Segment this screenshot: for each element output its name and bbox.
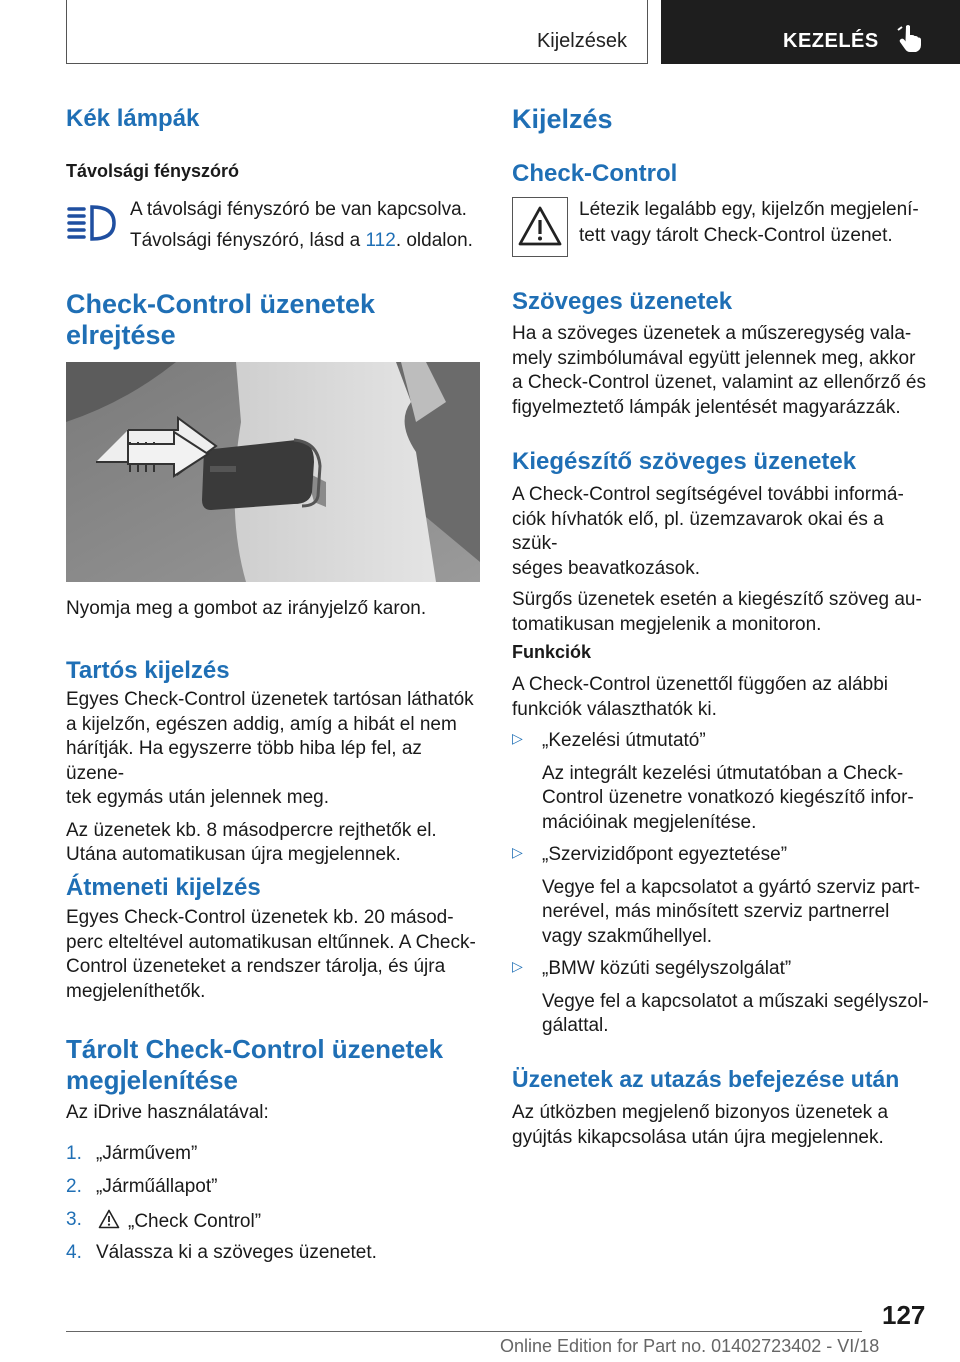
header-chapter-label: KEZELÉS — [783, 30, 879, 52]
temporary-display-heading: Átmeneti kijelzés — [66, 874, 261, 901]
footer-divider — [66, 1331, 862, 1332]
header-section-title: Kijelzések — [536, 30, 627, 52]
function-desc-line: Vegye fel a kapcsolatot a gyártó szerviz part‐ — [542, 876, 921, 898]
after-trip-heading: Üzenetek az utazás befejezése után — [512, 1066, 900, 1092]
bullet-triangle-icon: ▷ — [512, 958, 523, 974]
step-text: „Check Control” — [128, 1211, 262, 1232]
list-item — [66, 1176, 480, 1209]
text-line: tek egymás után jelennek meg. — [66, 787, 329, 808]
text-line: Sürgős üzenetek esetén a kiegészítő szöveg au‐ — [512, 589, 922, 610]
step-text: Válassza ki a szöveges üzenetet. — [96, 1242, 377, 1263]
list-item — [512, 957, 932, 1047]
heading-line: megjelenítése — [66, 1065, 238, 1095]
step-number: 3. — [66, 1209, 82, 1230]
page-link[interactable]: 112 — [365, 230, 396, 251]
function-title: „Szervizidőpont egyeztetése” — [542, 844, 788, 865]
footer-edition: Online Edition for Part no. 01402723402 - VI/18 — [500, 1336, 880, 1356]
function-desc-line: Control üzenetre vonatkozó kiegészítő infor‐ — [542, 787, 914, 808]
text-messages-paragraph — [512, 322, 932, 420]
text-line: Az útközben megjelenő bizonyos üzenetek a — [512, 1102, 889, 1123]
list-item — [512, 729, 932, 843]
text-line: funkciók választhatók ki. — [512, 698, 717, 720]
text-line: séges beavatkozások. — [512, 557, 701, 579]
blue-lamps-heading: Kék lámpák — [66, 105, 200, 132]
high-beam-subheading: Távolsági fényszóró — [66, 161, 240, 181]
function-desc-line: vagy szakműhellyel. — [542, 925, 713, 947]
function-title: „BMW közúti segélyszolgálat” — [542, 958, 792, 979]
warning-triangle-icon — [513, 198, 567, 256]
reference-suffix: . oldalon. — [395, 230, 473, 251]
bullet-triangle-icon: ▷ — [512, 844, 523, 860]
list-item — [66, 1143, 480, 1176]
function-title: „Kezelési útmutató” — [542, 730, 706, 751]
stored-messages-heading — [66, 1034, 443, 1096]
text-line: Az üzenetek kb. 8 másodpercre rejthetők el. — [66, 819, 437, 841]
text-line: megjeleníthetők. — [66, 980, 206, 1002]
text-line: gyújtás kikapcsolása után újra megjelennek. — [512, 1126, 884, 1148]
function-desc-line: Vegye fel a kapcsolatot a műszaki segélyszol‐ — [542, 990, 929, 1012]
text-line: hárítják. Ha egyszerre több hiba lép fel, az üzene‐ — [66, 738, 422, 784]
turn-signal-lever-illustration — [66, 362, 480, 582]
function-desc-line: nerével, más minősített szerviz partnerrel — [542, 901, 890, 922]
text-line: figyelmeztető lámpák jelentését magyarázzák. — [512, 396, 901, 418]
function-desc-line: gálattal. — [542, 1015, 609, 1036]
high-beam-reference — [130, 229, 473, 254]
step-number: 4. — [66, 1242, 82, 1263]
heading-line: elrejtése — [66, 320, 176, 350]
heading-line: Tárolt Check-Control üzenetek — [66, 1034, 444, 1064]
list-item — [512, 843, 932, 957]
step-number: 2. — [66, 1176, 82, 1197]
text-line: A Check-Control üzenettől függően az alábbi — [512, 674, 889, 695]
text-line: a Check-Control üzenet, valamint az ellenőrző és — [512, 372, 926, 393]
high-beam-icon — [66, 203, 118, 243]
step-text: „Járműállapot” — [96, 1176, 218, 1197]
check-control-heading: Check-Control — [512, 160, 678, 187]
step-number: 1. — [66, 1143, 82, 1164]
text-line: Utána automatikusan újra megjelennek. — [66, 844, 401, 865]
check-control-text-line: Létezik legalább egy, kijelzőn megjelení‐ — [579, 199, 919, 220]
supplementary-messages-heading: Kiegészítő szöveges üzenetek — [512, 448, 857, 475]
warning-triangle-icon — [98, 1209, 120, 1229]
heading-line: Check-Control üzenetek — [66, 289, 376, 319]
text-line: ciók hívhatók elő, pl. üzemzavarok okai és a szük‐ — [512, 508, 884, 554]
functions-intro — [512, 673, 932, 722]
idrive-steps-list — [66, 1143, 480, 1275]
function-desc-line: mációinak megjelenítése. — [542, 811, 757, 833]
text-messages-heading: Szöveges üzenetek — [512, 288, 733, 315]
display-section-title: Kijelzés — [512, 104, 613, 134]
text-line: Control üzeneteket a rendszer tárolja, és újra — [66, 956, 446, 977]
bullet-triangle-icon: ▷ — [512, 730, 523, 746]
text-line: perc elteltével automatikusan eltűnnek. A Check- — [66, 931, 476, 953]
after-trip-text — [512, 1101, 932, 1150]
text-line: a kijelzőn, egészen addig, amíg a hibát el nem — [66, 713, 457, 735]
supplementary-messages-text — [512, 483, 932, 637]
header-section-box — [66, 0, 648, 64]
functions-subheading: Funkciók — [512, 642, 592, 662]
step-text: „Járművem” — [96, 1143, 198, 1164]
text-line: A Check-Control segítségével további informá‐ — [512, 484, 904, 505]
hand-pointer-icon — [897, 24, 923, 52]
check-control-text-line: tett vagy tárolt Check-Control üzenet. — [579, 225, 893, 246]
temporary-display-text — [66, 906, 480, 1004]
permanent-display-heading: Tartós kijelzés — [66, 657, 230, 684]
reference-prefix: Távolsági fényszóró, lásd a — [130, 230, 366, 251]
high-beam-status-text: A távolsági fényszóró be van kapcsolva. — [130, 199, 467, 220]
list-item — [66, 1242, 480, 1275]
functions-list — [512, 729, 932, 1047]
text-line: Ha a szöveges üzenetek a műszeregység vala‐ — [512, 323, 912, 344]
warning-icon-box — [512, 197, 568, 257]
text-line: tomatikusan megjelenik a monitoron. — [512, 613, 822, 635]
text-line: mely szimbólumával együtt jelennek meg, akkor — [512, 347, 916, 369]
illustration-caption: Nyomja meg a gombot az irányjelző karon. — [66, 598, 427, 619]
header-chapter-tab — [661, 0, 960, 64]
idrive-intro: Az iDrive használatával: — [66, 1102, 269, 1123]
hide-messages-heading — [66, 289, 375, 351]
permanent-display-text — [66, 688, 480, 868]
text-line: Egyes Check-Control üzenetek tartósan láthatók — [66, 689, 474, 710]
page-number: 127 — [882, 1300, 926, 1330]
function-desc-line: Az integrált kezelési útmutatóban a Check- — [542, 762, 904, 784]
text-line: Egyes Check-Control üzenetek kb. 20 másod‐ — [66, 907, 454, 928]
list-item — [66, 1209, 480, 1242]
